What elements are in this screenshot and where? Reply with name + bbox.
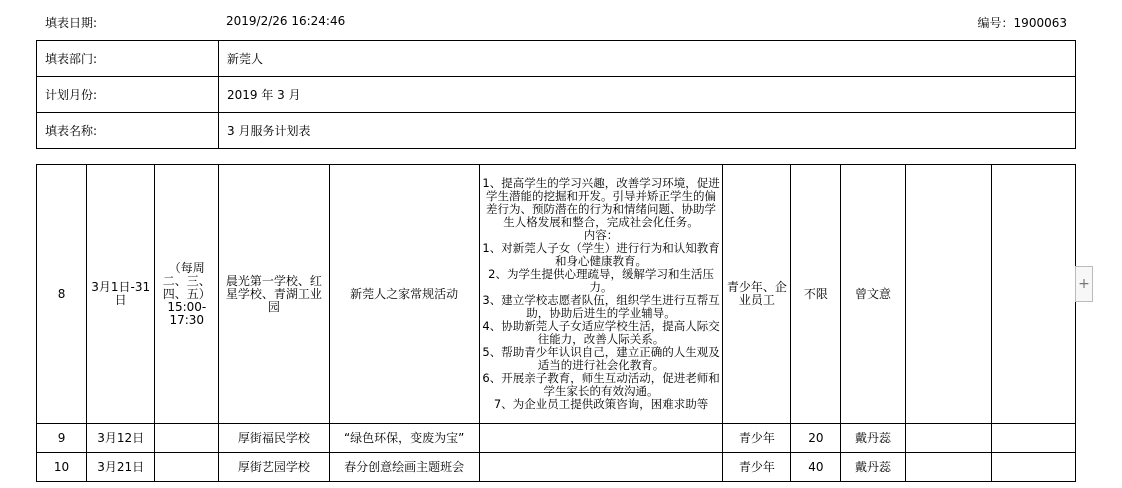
row-extra-2 <box>991 424 1075 453</box>
table-row <box>37 424 1076 453</box>
row-place: 厚街福民学校 <box>219 424 329 453</box>
department-value: 新莞人 <box>219 41 1076 77</box>
info-row <box>37 41 1076 77</box>
month-label: 计划月份: <box>37 77 219 113</box>
plan-table <box>36 164 1076 482</box>
row-activity: 新莞人之家常规活动 <box>329 165 479 424</box>
goal-line: 3、建立学校志愿者队伍，组织学生进行互帮互助，协助后进生的学业辅导。 <box>482 293 720 320</box>
goal-line: 1、提高学生的学习兴趣，改善学习环境，促进学生潜能的挖掘和开发。引导并矫正学生的偏差行为、预防潜在的行为和情绪问题、协助学生人格发展和整合，完成社会化任务。 <box>482 176 720 229</box>
row-staff: 曾文意 <box>841 165 905 424</box>
row-extra-1 <box>905 424 991 453</box>
info-row <box>37 113 1076 149</box>
row-count: 20 <box>791 424 841 453</box>
month-value: 2019 年 3 月 <box>219 77 1076 113</box>
add-row-button[interactable]: + <box>1075 266 1093 302</box>
table-row <box>37 453 1076 482</box>
row-goals <box>479 453 722 482</box>
row-extra-1 <box>905 165 991 424</box>
row-place: 厚街艺园学校 <box>219 453 329 482</box>
row-extra-2 <box>991 453 1075 482</box>
row-target: 青少年 <box>723 424 791 453</box>
info-row <box>37 77 1076 113</box>
form-name-value: 3 月服务计划表 <box>219 113 1076 149</box>
row-count: 40 <box>791 453 841 482</box>
goal-line: 4、协助新莞人子女适应学校生活，提高人际交往能力，改善人际关系。 <box>482 319 720 346</box>
date-label: 填表日期: <box>45 16 98 30</box>
row-place: 晨光第一学校、红星学校、青湖工业园 <box>219 165 329 424</box>
goal-line: 5、帮助青少年认识自己，建立正确的人生观及适当的进行社会化教育。 <box>482 345 720 372</box>
goal-line: 2、为学生提供心理疏导，缓解学习和生活压力。 <box>488 267 714 294</box>
row-extra-2 <box>991 165 1075 424</box>
row-date: 3月21日 <box>87 453 155 482</box>
row-no: 10 <box>37 453 87 482</box>
row-extra-1 <box>905 453 991 482</box>
row-date: 3月1日-31日 <box>87 165 155 424</box>
row-count: 不限 <box>791 165 841 424</box>
row-target: 青少年、企业员工 <box>723 165 791 424</box>
row-no: 8 <box>37 165 87 424</box>
row-activity: “绿色环保，变废为宝” <box>329 424 479 453</box>
form-header <box>0 0 1122 40</box>
serial-number: 编号：1900063 <box>977 16 1067 30</box>
row-goals <box>479 424 722 453</box>
row-date: 3月12日 <box>87 424 155 453</box>
row-time <box>155 453 219 482</box>
form-name-label: 填表名称: <box>37 113 219 149</box>
department-label: 填表部门: <box>37 41 219 77</box>
table-row <box>37 165 1076 424</box>
row-time: （每周二、三、四、五）15:00-17:30 <box>155 165 219 424</box>
row-time <box>155 424 219 453</box>
row-activity: 春分创意绘画主题班会 <box>329 453 479 482</box>
goal-line: 7、为企业员工提供政策咨询，困难求助等 <box>493 397 709 411</box>
row-goals <box>479 165 722 424</box>
date-value: 2019/2/26 16:24:46 <box>226 14 346 28</box>
row-staff: 戴丹蕊 <box>841 453 905 482</box>
row-target: 青少年 <box>723 453 791 482</box>
goal-line: 6、开展亲子教育，师生互动活动，促进老师和学生家长的有效沟通。 <box>482 371 720 398</box>
goal-line: 1、对新莞人子女（学生）进行行为和认知教育和身心健康教育。 <box>482 241 720 268</box>
row-no: 9 <box>37 424 87 453</box>
row-staff: 戴丹蕊 <box>841 424 905 453</box>
goal-line: 内容： <box>583 228 619 242</box>
info-table <box>36 40 1076 149</box>
